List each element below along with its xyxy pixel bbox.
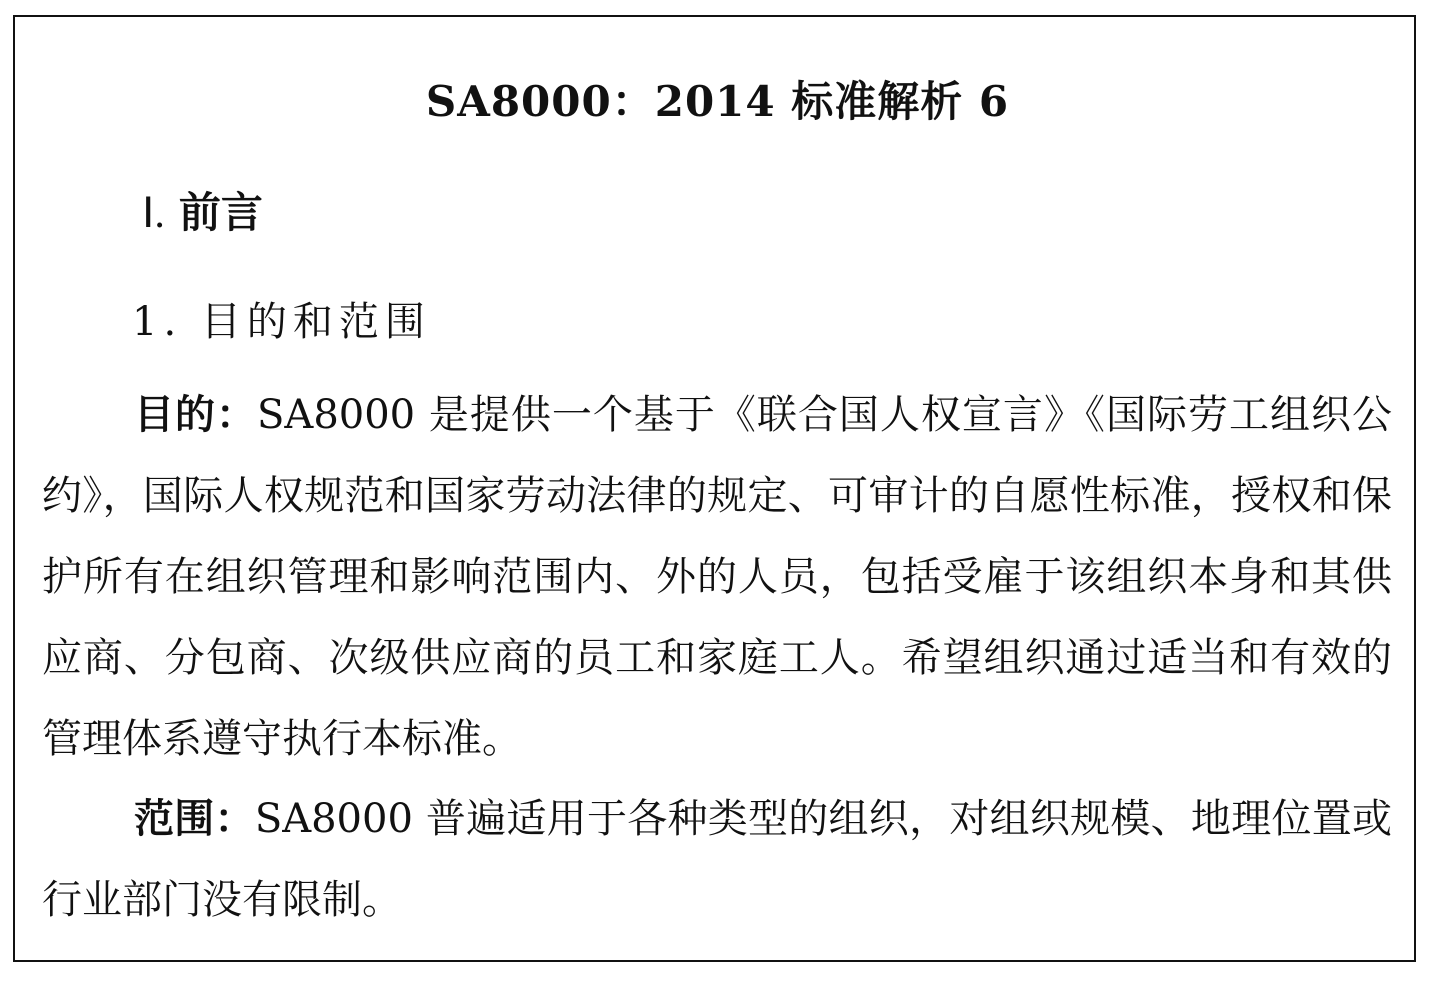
subsection-heading — [132, 294, 431, 350]
purpose-text: SA8000 是提供一个基于《联合国人权宣言》《国际劳工组织公约》，国际人权规范和国家劳动法律的规定、可审计的自愿性标准，授权和保护所有在组织管理和影响范围内、外的人员，包括受雇于该组织本身和其供应商、分包商、次级供应商的员工和家庭工人。希望组织通过适当和有效的管理体系遵守执行本标准。 — [42, 392, 1392, 762]
purpose-label: 目的： — [134, 392, 258, 438]
purpose-paragraph — [42, 375, 1392, 780]
subsection-number: 1. — [132, 299, 183, 345]
scope-text: SA8000 普遍适用于各种类型的组织，对组织规模、地理位置或行业部门没有限制。 — [42, 796, 1393, 923]
subsection-title: 目的和范围 — [200, 299, 431, 345]
section-title: 前言 — [178, 188, 263, 237]
scope-label: 范围： — [134, 796, 255, 842]
document-title: SA8000：2014 标准解析 6 — [425, 77, 1010, 126]
section-number: Ⅰ. — [142, 191, 165, 237]
section-heading — [142, 184, 263, 243]
scope-paragraph — [42, 779, 1392, 941]
